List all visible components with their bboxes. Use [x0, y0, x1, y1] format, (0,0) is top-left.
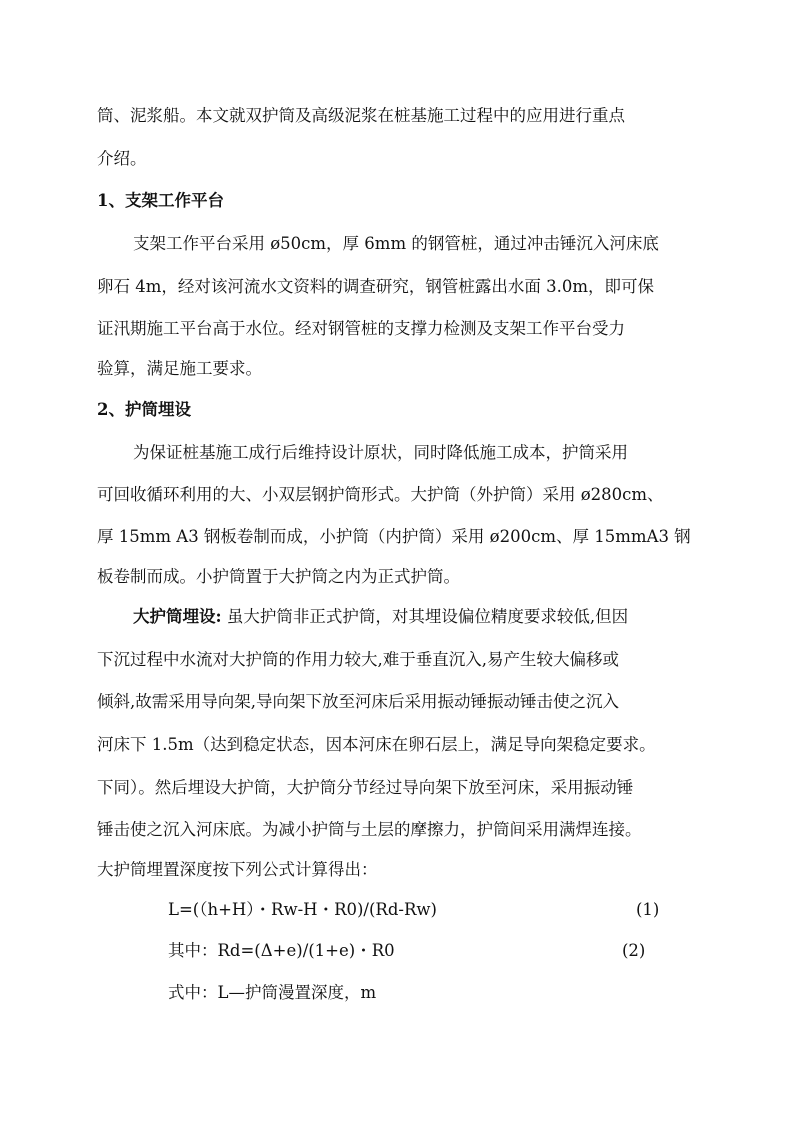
paragraph-line: 锤击使之沉入河床底。为减小护筒与土层的摩擦力，护筒间采用满焊连接。: [97, 820, 642, 839]
paragraph-line: 厚 15mm A3 钢板卷制而成，小护筒（内护筒）采用 ø200cm、厚 15mmA3 钢: [97, 527, 691, 546]
paragraph-line: 板卷制而成。小护筒置于大护筒之内为正式护筒。: [97, 567, 460, 586]
section-heading-2: 2、护筒埋设: [97, 400, 191, 419]
paragraph-line: 下同）。然后埋设大护筒，大护筒分节经过导向架下放至河床，采用振动锤: [97, 778, 634, 797]
paragraph-line: 下沉过程中水流对大护筒的作用力较大,难于垂直沉入,易产生较大偏移或: [97, 650, 619, 669]
formula-1: L=(（h+H）・Rw-H・R0)/(Rd-Rw): [168, 900, 437, 919]
paragraph-lead: 大护筒埋设:: [133, 607, 222, 626]
paragraph-line: 为保证桩基施工成行后维持设计原状，同时降低施工成本，护筒采用: [133, 443, 628, 462]
section-heading-1: 1、支架工作平台: [97, 191, 224, 210]
paragraph-line: 倾斜,故需采用导向架,导向架下放至河床后采用振动锤振动锤击使之沉入: [97, 692, 619, 711]
paragraph-text: 虽大护筒非正式护筒，对其埋设偏位精度要求较低,但因: [221, 607, 629, 626]
paragraph-line: [133, 607, 628, 627]
paragraph-line: 大护筒埋置深度按下列公式计算得出：: [97, 860, 378, 879]
formula-note: 式中：L—护筒漫置深度，m: [168, 983, 377, 1002]
paragraph-line: 筒、泥浆船。本文就双护筒及高级泥浆在桩基施工过程中的应用进行重点: [97, 106, 625, 125]
paragraph-line: 可回收循环利用的大、小双层钢护筒形式。大护筒（外护筒）采用 ø280cm、: [97, 485, 664, 504]
paragraph-line: 介绍。: [97, 149, 147, 168]
formula-2-number: (2): [622, 941, 646, 960]
paragraph-line: 证汛期施工平台高于水位。经对钢管桩的支撑力检测及支架工作平台受力: [97, 319, 625, 338]
formula-1-number: (1): [636, 900, 660, 919]
paragraph-line: 河床下 1.5m（达到稳定状态，因本河床在卵石层上，满足导向架稳定要求。: [97, 735, 656, 754]
paragraph-line: 支架工作平台采用 ø50cm，厚 6mm 的钢管桩，通过冲击锤沉入河床底: [133, 234, 659, 253]
formula-2: 其中：Rd=(Δ+e)/(1+e)・R0: [168, 941, 395, 960]
paragraph-line: 验算，满足施工要求。: [97, 359, 262, 378]
paragraph-line: 卵石 4m，经对该河流水文资料的调查研究，钢管桩露出水面 3.0m，即可保: [97, 277, 655, 296]
